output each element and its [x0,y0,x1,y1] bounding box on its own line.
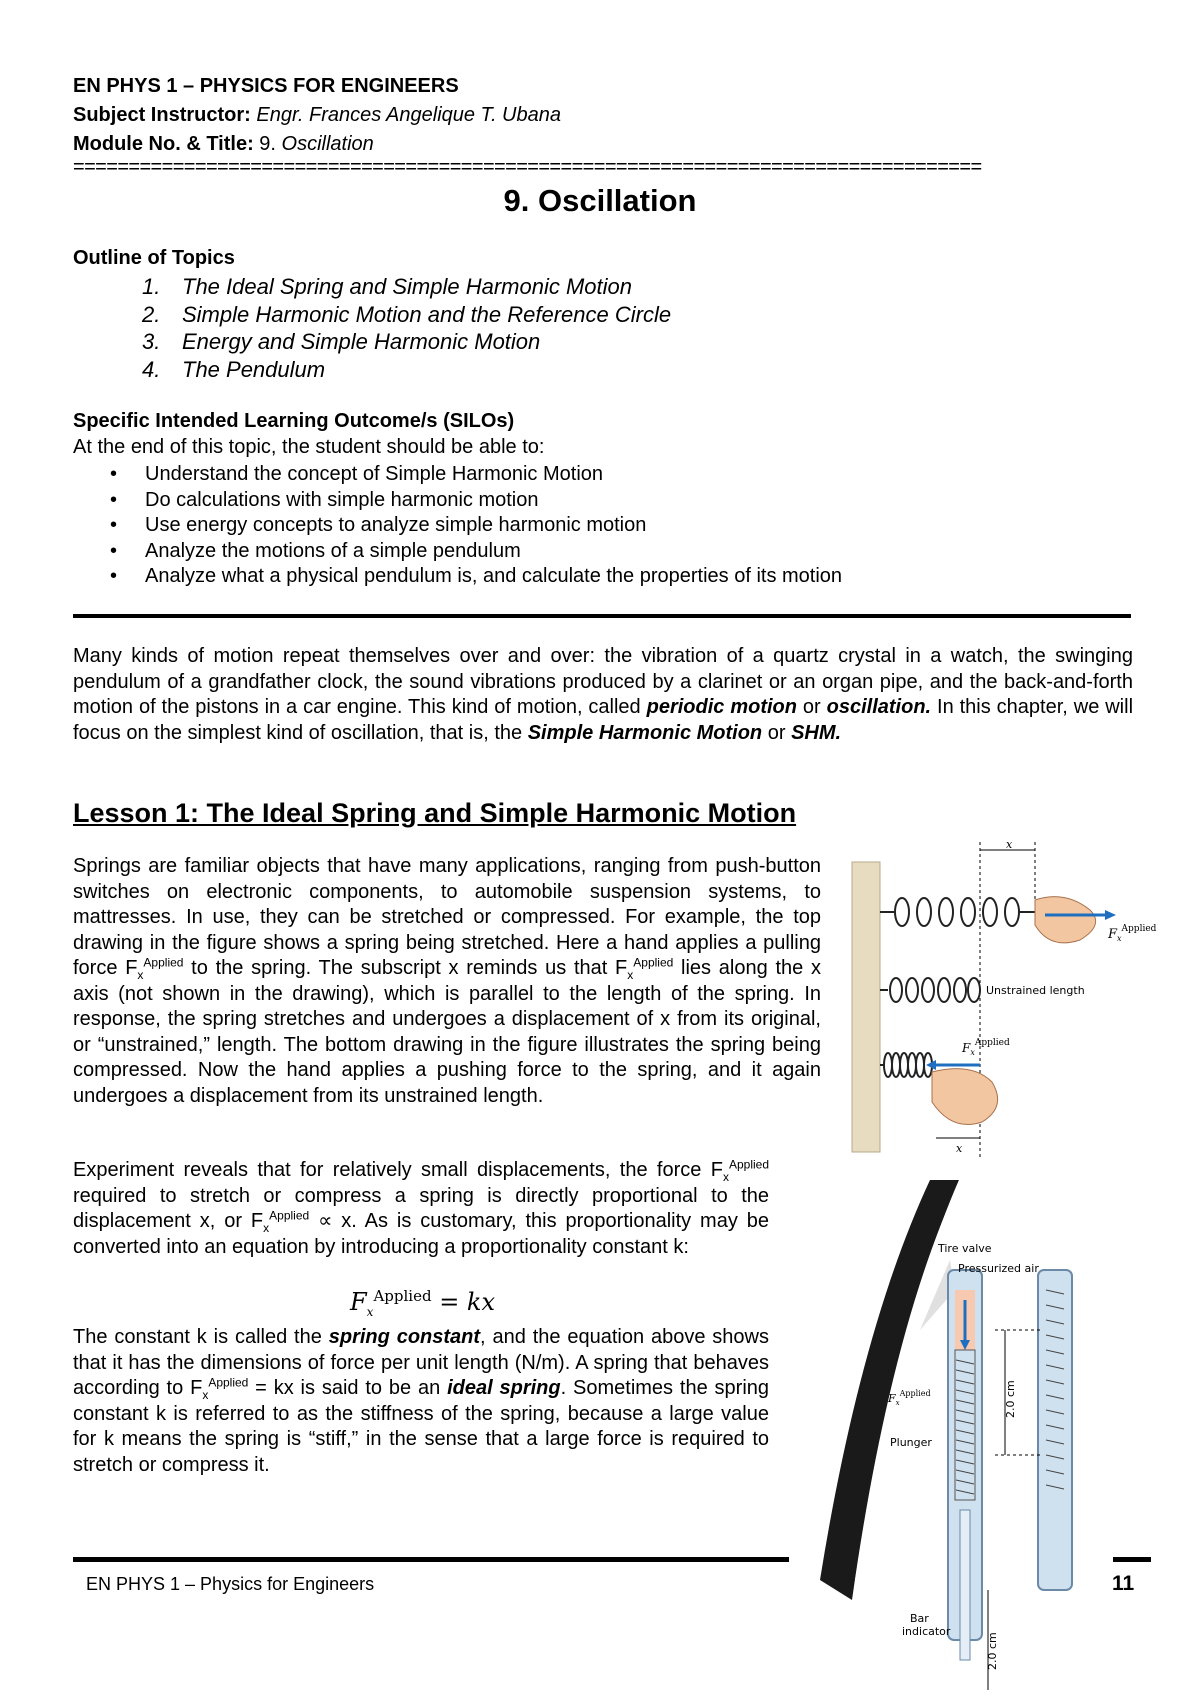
list-item: • Use energy concepts to analyze simple harmonic motion [110,513,842,539]
silo-list [110,462,842,590]
module-title: Oscillation [281,133,374,155]
x-label-bottom: x [956,1142,963,1155]
footer-rule [73,1557,789,1562]
instructor-line [73,101,561,129]
intro-paragraph: Many kinds of motion repeat themselves over and over: the vibration of a quartz crystal in a watch, the swinging pendulum of a grandfather clock, the sound vibrations produced by a clarinet or an organ pipe, and the back-and-forth motion of the pistons in a car engine. This kind of motion, called periodic motion or oscillation. In this chapter, we will focus on the simplest kind of oscillation, that is, the Simple Harmonic Motion or SHM. [73,645,1134,744]
outline-heading: Outline of Topics [73,247,235,269]
arrowhead-right-icon [1105,910,1116,920]
module-label: Module No. & Title: [73,133,254,155]
list-item: • Understand the concept of Simple Harmonic Motion [110,462,842,488]
lesson-paragraph-3: The constant k is called the spring constant, and the equation above shows that it has the dimensions of force per unit length (N/m). A spring that behaves according to $F_x^{Applied}$ = kx is said to be an ideal spring. Sometimes the spring constant k is referred to as the stiffness of the spring, because a large value for k means the spring is “stiff,” in the sense that a large force is required to stretch or compress it. [73,1326,770,1476]
module-number: 9. [259,133,276,155]
list-item: 1. The Ideal Spring and Simple Harmonic Motion [142,274,633,299]
plunger-label: Plunger [890,1436,932,1449]
wall [852,862,880,1152]
list-item: • Analyze the motions of a simple pendulum [110,539,842,565]
module-line [73,130,374,158]
stretched-spring [880,898,1039,926]
bar-label-1: Bar [910,1612,929,1625]
gauge-force-label: $F_x^{Applied}$ [888,1389,931,1407]
footer-text: EN PHYS 1 – Physics for Engineers [86,1574,375,1594]
bar-indicator [960,1510,970,1660]
lesson-paragraph-2: Experiment reveals that for relatively small displacements, the force $F_x^{Applied}$ required to stretch or compress a spring is directly proportional to the displacement x, or $F_x^{Applied} \propto x$. As is customary, this proportionality may be converted into an equation by introducing a proportionality constant k: [73,1157,769,1258]
compressed-spring [880,1053,932,1077]
unstrained-label: Unstrained length [986,984,1085,997]
hand-icon [932,1069,998,1125]
page-number: 11 [1112,1572,1135,1595]
spring-figure [840,838,1157,1155]
list-item: • Do calculations with simple harmonic motion [110,488,842,514]
list-item: 3. Energy and Simple Harmonic Motion [142,329,541,354]
x-label-top: x [1006,838,1013,851]
force-label-top: $F_x^{Applied}$ [1108,924,1157,943]
lesson-title: Lesson 1: The Ideal Spring and Simple Harmonic Motion [73,798,797,828]
bar-label-2: indicator [902,1625,951,1638]
footer-rule-right [1113,1557,1151,1562]
force-label-bottom: $F_x^{Applied}$ [962,1038,1010,1057]
silo-intro: At the end of this topic, the student should be able to: [73,436,545,458]
list-item: • Analyze what a physical pendulum is, and calculate the properties of its motion [110,564,842,590]
silo-heading: Specific Intended Learning Outcome/s (SILOs) [73,410,515,432]
pressurized-air-label: Pressurized air [958,1262,1039,1275]
hand-icon [1035,897,1096,943]
gauge-body-2 [1038,1270,1072,1590]
hooke-formula: $F_x^{Applied}$ = kx [350,1287,496,1319]
tire-gauge-figure [800,1180,1130,1696]
course-title: EN PHYS 1 – PHYSICS FOR ENGINEERS [73,75,459,97]
lesson-paragraph-1: Springs are familiar objects that have many applications, ranging from push-button switches on electronic components, to automobile suspension systems, to mattresses. In use, they can be stretched or compressed. For example, the top drawing in the figure shows a spring being stretched. Here a hand applies a pulling force $F_x^{Applied}$ to the spring. The subscript x reminds us that $F_x^{Applied}$ lies along the x axis (not shown in the drawing), which is parallel to the length of the spring. In response, the spring stretches and undergoes a displacement of x from its original, or “unstrained,” length. The bottom drawing in the figure illustrates the spring being compressed. Now the hand applies a pushing force to the spring, and it again undergoes a displacement from its unstrained length. [73,855,821,1107]
header-separator: ================================================================================== [73,156,982,178]
unstrained-spring [880,978,980,1002]
list-item: 4. The Pendulum [142,356,326,382]
instructor-name: Engr. Frances Angelique T. Ubana [256,104,561,126]
page-title: 9. Oscillation [503,183,697,218]
instructor-label: Subject Instructor: [73,104,251,126]
outline-list [142,273,671,383]
dim-label-upper: 2.0 cm [1004,1380,1017,1418]
tire-valve-label: Tire valve [938,1242,992,1255]
section-divider [73,614,1131,618]
dim-label-lower: 2.0 cm [986,1632,999,1670]
list-item: 2. Simple Harmonic Motion and the Reference Circle [142,301,672,327]
